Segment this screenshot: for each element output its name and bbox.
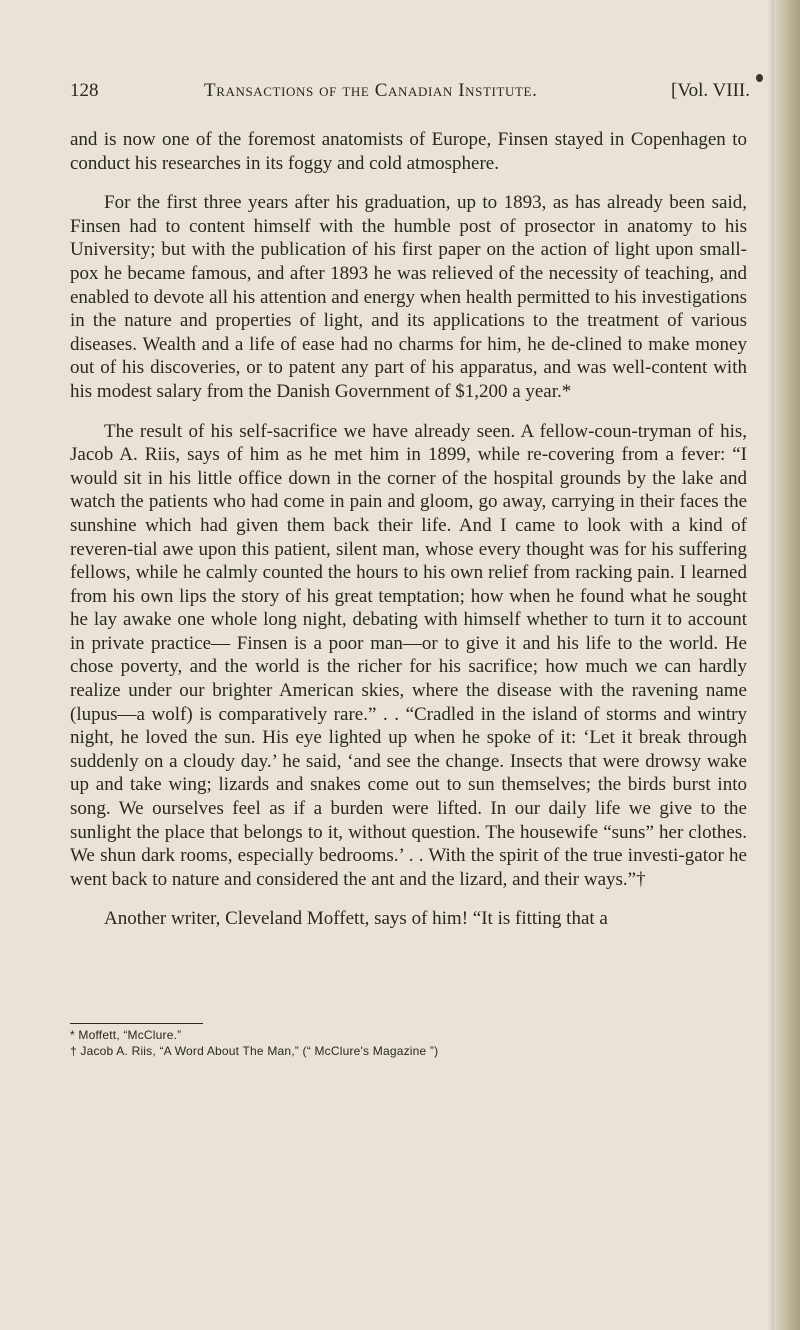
footnote-rule [70, 1023, 203, 1024]
running-title: Transactions of the Canadian Institute. [204, 80, 538, 101]
page-number: 128 [70, 80, 99, 101]
footnote-riis: † Jacob A. Riis, “A Word About The Man,” (“ McClure's Magazine ”) [70, 1044, 439, 1058]
paragraph-moffett: Another writer, Cleveland Moffett, says of him! “It is fitting that a [104, 908, 608, 930]
page-edge [774, 0, 800, 1330]
paragraph-graduation: For the first three years after his graduation, up to 1893, as has already been said, Finsen had to content himself with the humble post of prosector in anatomy to his University; but with the publication of his first paper on the action of light upon small-pox he became famous, and after 1893 he was relieved of the necessity of teaching, and enabled to devote all his attention and energy when health permitted to his investigations in the nature and properties of light, and its applications to the treatment of various diseases. Wealth and a life of ease had no charms for him, he de-clined to make money out of his discoveries, or to patent any part of his apparatus, and was well-content with his modest salary from the Danish Government of $1,200 a year.* [70, 192, 747, 402]
page-edge-shadow [768, 0, 774, 1330]
body-text [70, 128, 747, 947]
footnote-moffett: * Moffett, “McClure.” [70, 1028, 182, 1042]
running-header [70, 80, 750, 108]
paragraph-riis-quote: The result of his self-sacrifice we have already seen. A fellow-coun-tryman of his, Jacob A. Riis, says of him as he met him in 1899, while re-covering from a fever: “I would sit in his little office down in the corner of the hospital grounds by the lake and watch the patients who had come in pain and gloom, go away, carrying in their faces the sunshine which had given them back their life. And I came to look with a kind of reveren-tial awe upon this patient, silent man, whose every thought was for his suffering fellows, while he calmly counted the hours to his own relief from racking pain. I learned from his own lips the story of his great temptation; how when he found what he sought he lay awake one whole long night, debating with himself whether to turn it to account in private practice— Finsen is a poor man—or to give it and his life to the world. He chose poverty, and the world is the richer for his sacrifice; how much we can hardly realize under our brighter American skies, where the disease with the ravening name (lupus—a wolf) is comparatively rare.” . . “Cradled in the island of storms and wintry night, he loved the sun. His eye lighted up when he spoke of it: ‘Let it break through suddenly on a cloudy day.’ he said, ‘and see the change. Insects that were drowsy wake up and take wing; lizards and snakes come out to sun themselves; the birds burst into song. We ourselves feel as if a burden were lifted. In our daily life we give to the sunlight the place that belongs to it, without question. The housewife “suns” her clothes. We shun dark rooms, especially bedrooms.’ . . With the spirit of the true investi-gator he went back to nature and considered the ant and the lizard, and their ways.”† [70, 420, 747, 890]
paragraph-continuation: and is now one of the foremost anatomists of Europe, Finsen stayed in Copenhagen to conduct his researches in its foggy and cold atmosphere. [70, 129, 747, 174]
ink-mark [756, 74, 763, 82]
footnotes [70, 1023, 747, 1059]
volume-label: [Vol. VIII. [671, 80, 750, 101]
